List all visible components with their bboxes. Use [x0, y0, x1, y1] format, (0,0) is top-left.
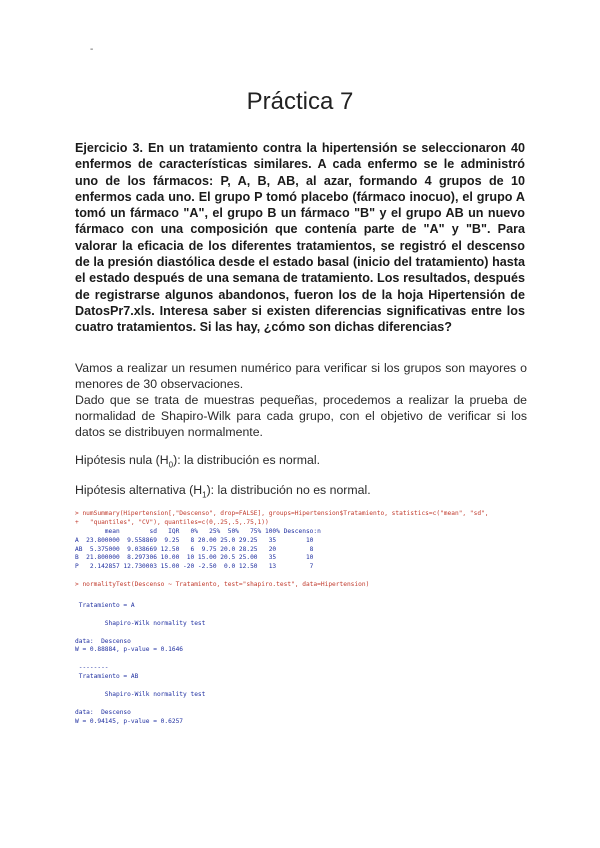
null-hypothesis: Hipótesis nula $(H_0)$: la distribución es normal.	[75, 453, 321, 470]
page-title: Práctica 7	[246, 88, 354, 115]
console-command-continuation: + "quantiles", "CV"), quantiles=c(0,.25,.5,.75,1))	[75, 518, 269, 526]
exercise-statement: Ejercicio 3. En un tratamiento contra la hipertensión se seleccionaron 40 enfermos de características similares. A cada enfermo se le administró uno de los fármacos: P, A, B, AB, al azar, formando 4 grupos de 10 enfermos cada uno. El grupo P tomó placebo (fármaco inocuo), el grupo A tomó un fármaco "A", el grupo B un fármaco "B" y el grupo AB un nuevo fármaco con una composición que contenía parte de "A" y "B". Para valorar la eficacia de los diferentes tratamientos, se registró el descenso de la presión diastólica desde el estado basal (inicio del tratamiento) hasta el estado después de una semana de tratamiento. Los resultados, después de registrarse algunos abandonos, fueron los de la hoja Hipertensión de DatosPr7.xls. Interesa saber si existen diferencias significativas entre los cuatro tratamientos. Si las hay, ¿cómo son dichas diferencias?	[75, 141, 525, 335]
normality-paragraph: Dado que se trata de muestras pequeñas, procedemos a realizar la prueba de normalidad de Shapiro-Wilk para cada grupo, con el objetivo de verificar si los datos se distribuyen normalmente.	[75, 393, 527, 440]
console-command-line: > numSummary(Hipertension[,"Descenso", drop=FALSE], groups=Hipertension$Tratamiento, statistics=c("mean", "sd",	[75, 510, 489, 517]
summary-row-ab: AB 5.375000 9.038669 12.50 6 9.75 20.0 28.25 20 8	[75, 545, 314, 553]
group-divider: --------	[75, 664, 109, 672]
group-ab-header: Tratamiento = AB	[75, 673, 139, 681]
summary-row-a: A 23.800000 9.558869 9.25 8 20.00 25.0 29.25 35 10	[75, 536, 314, 544]
summary-row-p: P 2.142857 12.730003 15.00 -20 -2.50 0.0 12.50 13 7	[75, 563, 314, 571]
test-result-ab: W = 0.94145, p-value = 0.6257	[75, 717, 184, 725]
test-title-ab: Shapiro-Wilk normality test	[75, 690, 206, 698]
normality-command: > normalityTest(Descenso ~ Tratamiento, test="shapiro.test", data=Hipertension)	[75, 581, 370, 589]
summary-row-b: B 21.800000 8.297306 10.00 10 15.00 20.5 25.00 35 10	[75, 554, 314, 562]
test-data-a: data: Descenso	[75, 637, 131, 645]
alternative-hypothesis: Hipótesis alternativa $(H_1)$: la distribución no es normal.	[75, 483, 371, 500]
test-data-ab: data: Descenso	[75, 708, 131, 716]
r-console-output	[75, 510, 525, 725]
test-title-a: Shapiro-Wilk normality test	[75, 619, 206, 627]
page-marker: -	[90, 44, 94, 55]
test-result-a: W = 0.88884, p-value = 0.1646	[75, 646, 184, 654]
group-a-header: Tratamiento = A	[75, 602, 135, 610]
summary-paragraph: Vamos a realizar un resumen numérico para verificar si los grupos son mayores o menores de 30 observaciones.	[75, 361, 527, 392]
summary-table-header: mean sd IQR 0% 25% 50% 75% 100% Descenso:n	[75, 527, 321, 535]
